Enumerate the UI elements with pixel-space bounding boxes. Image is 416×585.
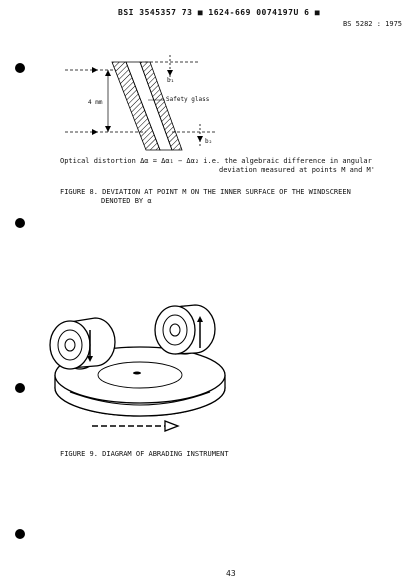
equation-line-2: deviation measured at points M and M': [219, 166, 375, 174]
label-safety-glass: Safety glass: [166, 96, 210, 103]
rotation-direction-arrow: [92, 421, 178, 431]
label-b2: b₂: [205, 138, 213, 145]
standard-reference: BS 5282 : 1975: [343, 20, 403, 28]
equation-line-1: Optical distortion Δα = Δα₁ − Δα₂ i.e. the algebraic difference in angular: [60, 157, 372, 165]
figure-8-caption-line-1: FIGURE 8. DEVIATION AT POINT M ON THE INNER SURFACE OF THE WINDSCREEN: [60, 188, 351, 196]
left-abrading-wheel: [50, 318, 115, 369]
document-header-code: BSI 3545357 73 ■ 1624-669 0074197U 6 ■: [118, 8, 321, 17]
center-hub: [133, 372, 141, 375]
figure-9-caption: FIGURE 9. DIAGRAM OF ABRADING INSTRUMENT: [60, 450, 229, 458]
arrow-top-ray: [92, 67, 98, 73]
dimension-label: 4 mm: [88, 99, 103, 106]
arrow-bottom-ray: [92, 129, 98, 135]
figure-8-caption-line-2: DENOTED BY α: [101, 197, 152, 205]
figure-9-diagram: [50, 305, 225, 431]
page-number: 43: [226, 569, 236, 578]
label-b1: b₁: [167, 77, 175, 84]
right-abrading-wheel: [155, 305, 215, 354]
